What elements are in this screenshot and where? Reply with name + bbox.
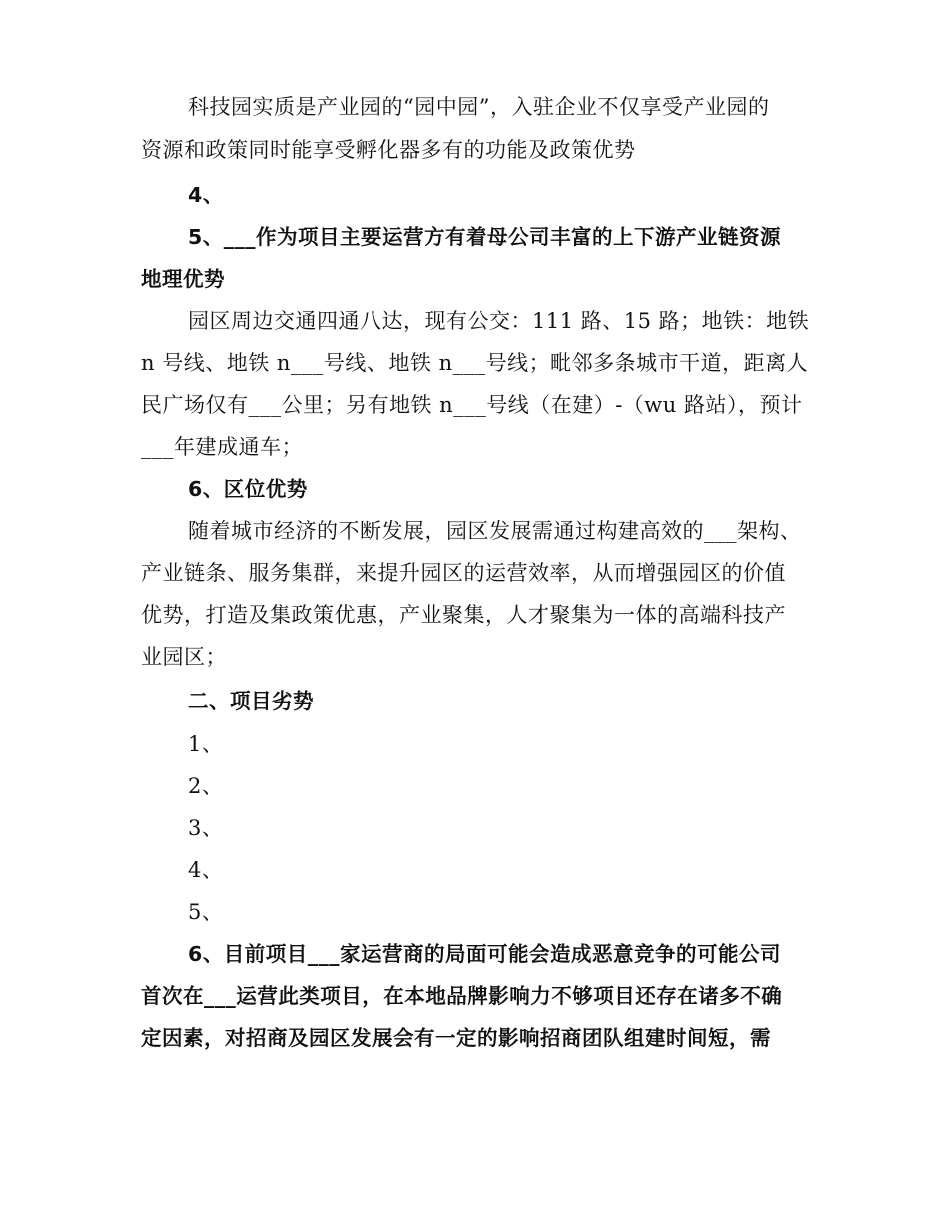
paragraph-line-4: n 号线、地铁 n___号线、地铁 n___号线；毗邻多条城市干道，距离人 <box>141 351 809 375</box>
section-heading-weakness: 二、项目劣势 <box>188 689 314 713</box>
weakness-item-5: 5、 <box>188 900 224 924</box>
paragraph-line-2: 资源和政策同时能享受孵化器多有的功能及政策优势 <box>141 138 636 162</box>
section-heading-location: 6、区位优势 <box>188 477 308 501</box>
weakness-item-3: 3、 <box>188 816 224 840</box>
weakness-item-2: 2、 <box>188 774 224 798</box>
list-item-5: 5、___作为项目主要运营方有着母公司丰富的上下游产业链资源 <box>188 225 782 249</box>
weakness-item-6: 6、目前项目___家运营商的局面可能会造成恶意竞争的可能公司 <box>188 942 782 966</box>
weakness-item-4: 4、 <box>188 858 224 882</box>
paragraph-line-7: 随着城市经济的不断发展，园区发展需通过构建高效的___架构、 <box>188 519 802 543</box>
paragraph-line-3: 园区周边交通四通八达，现有公交：111 路、15 路；地铁：地铁 <box>188 309 810 333</box>
paragraph-line-10: 业园区； <box>141 645 227 669</box>
paragraph-line-9: 优势，打造及集政策优惠，产业聚集，人才聚集为一体的高端科技产 <box>141 603 786 627</box>
weakness-item-1: 1、 <box>188 732 224 756</box>
paragraph-line-8: 产业链条、服务集群，来提升园区的运营效率，从而增强园区的价值 <box>141 561 786 585</box>
list-item-4: 4、 <box>188 183 224 207</box>
paragraph-line-5: 民广场仅有___公里；另有地铁 n___号线（在建）-（wu 路站），预计 <box>141 393 803 417</box>
paragraph-line-6: ___年建成通车； <box>141 435 303 459</box>
section-heading-geography: 地理优势 <box>141 267 225 291</box>
paragraph-line-11: 首次在___运营此类项目，在本地品牌影响力不够项目还存在诸多不确 <box>141 984 783 1008</box>
paragraph-line-12: 定因素，对招商及园区发展会有一定的影响招商团队组建时间短，需 <box>141 1026 771 1050</box>
paragraph-line-1: 科技园实质是产业园的“园中园”，入驻企业不仅享受产业园的 <box>188 95 770 119</box>
